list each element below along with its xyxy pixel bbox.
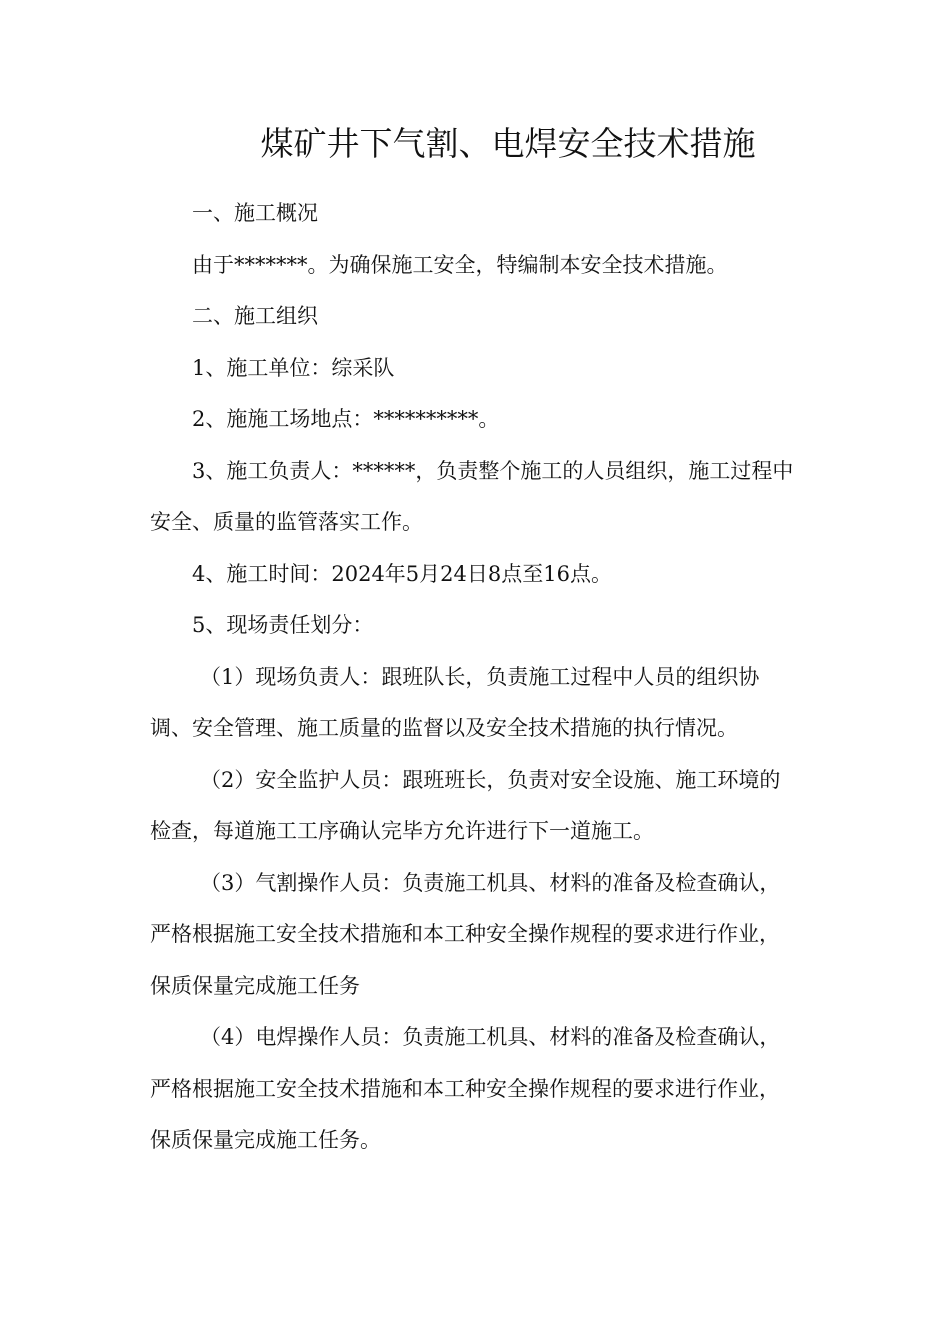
paragraph-time: 4、施工时间：2024年5月24日8点至16点。	[192, 561, 612, 586]
paragraph-site-leader: （1）现场负责人：跟班队长，负责施工过程中人员的组织协调、安全管理、施工质量的监督以及安全技术措施的执行情况。	[150, 664, 760, 740]
paragraph-responsibility: 5、现场责任划分：	[192, 613, 374, 637]
paragraph-location: 2、施施工场地点：**********。	[192, 407, 500, 431]
document-body	[150, 188, 798, 1167]
paragraph-welding-operator: （4）电焊操作人员：负责施工机具、材料的准备及检查确认，严格根据施工安全技术措施和本工种安全操作规程的要求进行作业，保质保量完成施工任务。	[150, 1025, 781, 1152]
paragraph-safety-monitor: （2）安全监护人员：跟班班长，负责对安全设施、施工环境的检查，每道施工工序确认完毕方允许进行下一道施工。	[150, 767, 781, 843]
document-title: 煤矿井下气割、电焊安全技术措施	[260, 124, 756, 163]
section-heading-overview: 一、施工概况	[192, 201, 318, 225]
section-heading-organization: 二、施工组织	[192, 304, 318, 328]
paragraph-overview: 由于*******。为确保施工安全，特编制本安全技术措施。	[192, 252, 728, 277]
paragraph-leader: 3、施工负责人：******，负责整个施工的人员组织，施工过程中安全、质量的监管落实工作。	[150, 458, 794, 534]
paragraph-unit: 1、施工单位：综采队	[192, 355, 395, 380]
paragraph-gas-cutting-operator: （3）气割操作人员：负责施工机具、材料的准备及检查确认，严格根据施工安全技术措施和本工种安全操作规程的要求进行作业，保质保量完成施工任务	[150, 870, 781, 998]
